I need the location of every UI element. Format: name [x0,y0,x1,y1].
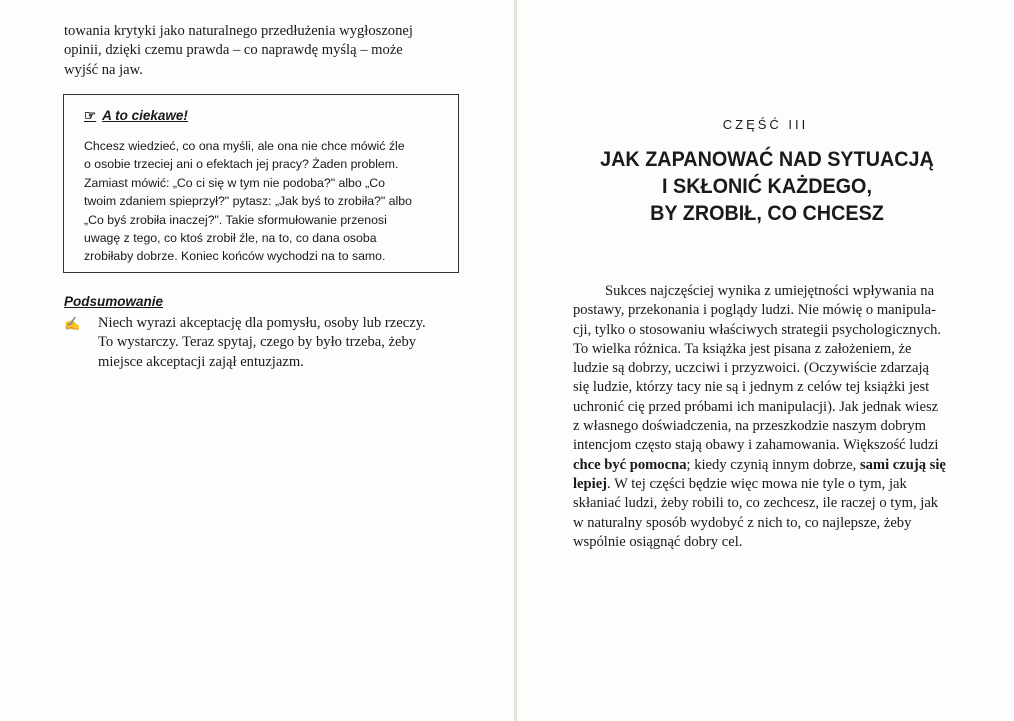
text-line: z własnego doświadczenia, na przeszkodzie naszym dobrym [573,418,926,435]
text-line: wyjść na jaw. [64,61,143,78]
chapter-heading [574,146,960,227]
text-line: skłaniać ludzi, żeby robili to, co zechcesz, ile raczej o tym, jak [573,495,939,512]
box-body [84,137,444,266]
text-line: intencjom często stają obawy i zahamowania. Większość ludzi [573,437,939,454]
text-line: Zamiast mówić: „Co ci się w tym nie podoba?" albo „Co [84,175,385,190]
heading-line: I SKŁONIĆ KAŻDEGO, [662,174,872,198]
text-line: o osobie trzeciej ani o efektach jej pracy? Żaden problem. [84,157,399,172]
bold-phrase: chce być pomocna [573,456,687,473]
text-line: Sukces najczęściej wynika z umiejętności wpływania na [605,283,935,299]
text-line: „Co byś zrobiła inaczej?". Takie sformułowanie przenosi [84,212,387,227]
text-line: opinii, dzięki czemu prawda – co naprawdę myślą – może [64,42,403,59]
body-paragraph [573,282,973,552]
text-fragment: . W tej części będzie więc mowa nie tyle o tym, jak [607,475,907,492]
bold-phrase: sami czują się [859,456,946,473]
bold-phrase: lepiej [573,475,608,492]
text-line: To wystarczy. Teraz spytaj, czego by było trzeba, żeby [98,334,417,351]
part-label: CZĘŚĆ III [722,117,809,132]
text-line: postawy, przekonania i poglądy ludzi. Nie mówię o manipula- [573,302,936,319]
summary-body [98,314,458,372]
text-line: wspólnie osiągnąć dobry cel. [573,533,743,550]
text-line: się ludzie, którzy tacy nie są i jednym z celów tej książki jest [573,379,930,396]
summary-title: Podsumowanie [64,294,164,309]
text-line: cji, tylko o stosowaniu właściwych strategii psychologicznych. [573,321,942,338]
box-title [84,108,188,124]
text-line: w naturalny sposób wydobyć z nich to, co najlepsze, żeby [573,514,912,531]
box-title-text: A to ciekawe! [102,108,188,123]
text-line: Niech wyrazi akceptację dla pomysłu, osoby lub rzeczy. [98,315,426,331]
text-line: ludzie są dobrzy, uczciwi i przyzwoici. (Oczywiście zdarzają [573,360,930,377]
text-line: To wielka różnica. Ta książka jest pisana z założeniem, że [573,340,912,357]
text-line [573,475,973,494]
text-line: zrobiłaby dobrze. Koniec końców wychodzi na to samo. [84,249,386,264]
heading-line: JAK ZAPANOWAĆ NAD SYTUACJĄ [600,147,934,171]
right-page [517,0,1014,721]
pointing-hand-icon: ☞ [84,108,97,123]
text-line: uwagę z tego, co ktoś zrobił źle, na to, co dana osoba [84,231,377,246]
text-line: towania krytyki jako naturalnego przedłużenia wygłoszonej [64,23,413,39]
text-line: uchronić cię przed próbami ich manipulacji). Jak jednak wiesz [573,398,939,415]
heading-line: BY ZROBIŁ, CO CHCESZ [650,201,884,225]
info-box [63,94,459,273]
text-fragment: ; kiedy czynią innym dobrze, [686,456,860,473]
intro-paragraph [64,22,459,80]
writing-hand-icon: ✍ [64,316,81,331]
text-line: miejsce akceptacji zajął entuzjazm. [98,353,304,370]
text-line: Chcesz wiedzieć, co ona myśli, ale ona nie chce mówić źle [84,139,405,153]
text-line: twoim zdaniem spieprzył?" pytasz: „Jak byś to zrobiła?" albo [84,194,412,209]
text-line [573,456,973,475]
